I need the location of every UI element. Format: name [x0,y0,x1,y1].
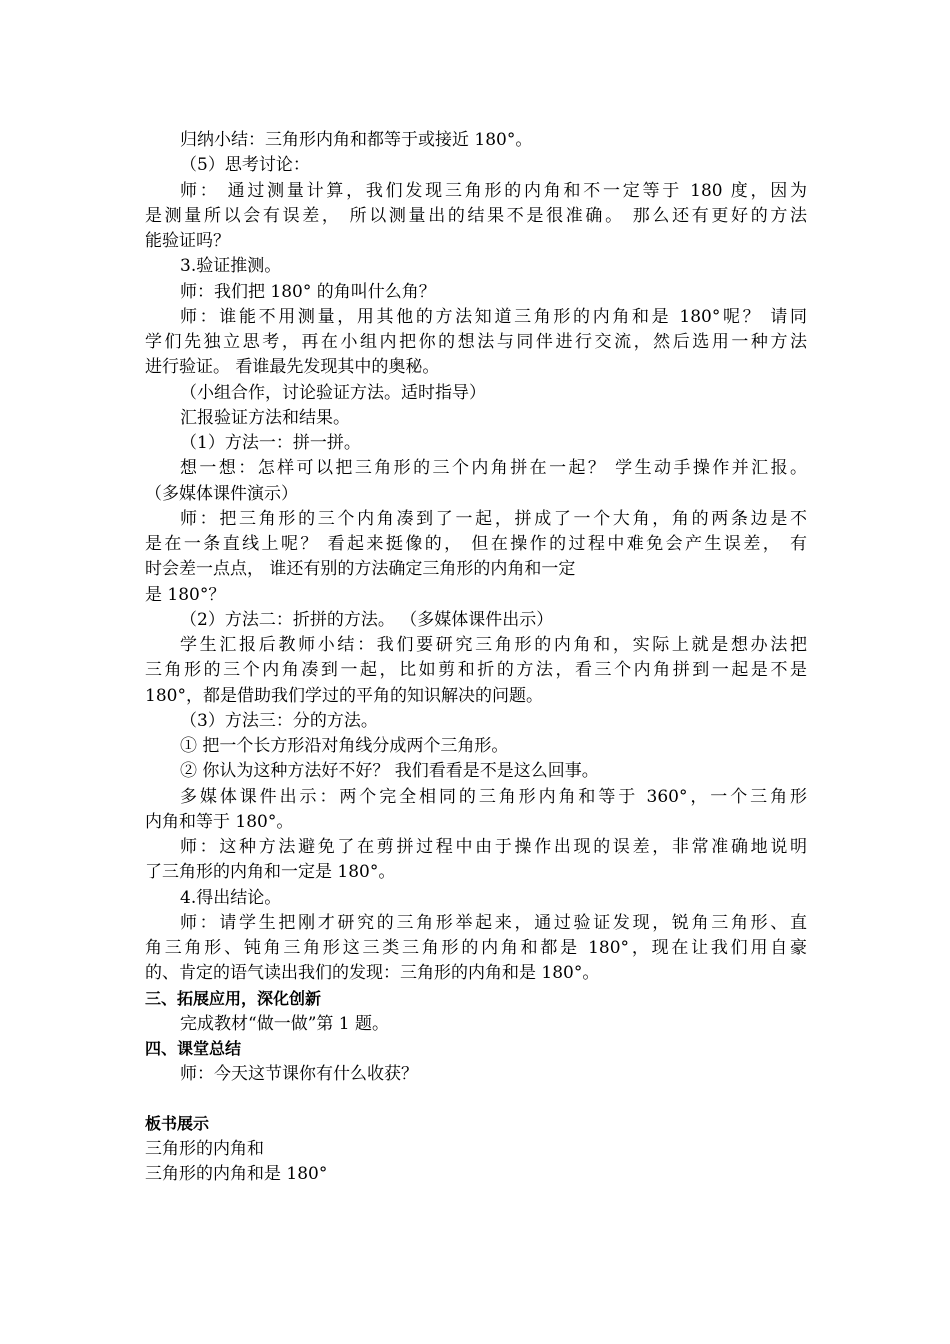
text-line: 时会差一点点， 谁还有别的方法确定三角形的内角和一定 [145,559,576,579]
text-line: 师：请学生把刚才研究的三角形举起来，通过验证发现，锐角三角形、直 [180,913,807,933]
section-heading: 板书展示 [145,1114,210,1133]
text-line: 是在一条直线上呢？ 看起来挺像的， 但在操作的过程中难免会产生误差， 有 [145,534,807,554]
text-line: 三角形的内角和是 180° [145,1164,328,1184]
text-line: 师：把三角形的三个内角凑到了一起，拼成了一个大角，角的两条边是不 [180,509,807,529]
text-line: 师：这种方法避免了在剪拼过程中由于操作出现的误差，非常准确地说明 [180,837,807,857]
text-line: 师：谁能不用测量，用其他的方法知道三角形的内角和是 180°呢？ 请同 [180,307,807,327]
text-line: 多媒体课件出示：两个完全相同的三角形内角和等于 360°，一个三角形 [180,787,807,807]
text-line: （3）方法三：分的方法。 [180,711,378,731]
text-line: 想一想：怎样可以把三角形的三个内角拼在一起？ 学生动手操作并汇报。 [180,458,807,478]
text-line: （小组合作，讨论验证方法。适时指导） [180,383,486,403]
text-line: 4.得出结论。 [180,888,282,908]
text-line: 师： 通过测量计算，我们发现三角形的内角和不一定等于 180 度，因为 [180,181,807,201]
text-line: 3.验证推测。 [180,256,282,276]
text-line: （1）方法一：拼一拼。 [180,433,361,453]
text-line: 是 180°？ [145,585,226,605]
text-line: 三角形的内角和 [145,1139,264,1159]
text-line: 师：我们把 180° 的角叫什么角？ [180,282,436,302]
text-line: 角三角形、钝角三角形这三类三角形的内角和都是 180°，现在让我们用自豪 [145,938,807,958]
text-line: （多媒体课件演示） [145,484,298,504]
text-line: 师：今天这节课你有什么收获？ [180,1064,418,1084]
text-line: 了三角形的内角和一定是 180°。 [145,862,396,882]
text-line: 学们先独立思考，再在小组内把你的想法与同伴进行交流，然后选用一种方法 [145,332,807,352]
text-line: 进行验证。 看谁最先发现其中的奥秘。 [145,357,440,377]
text-line: （2）方法二：折拼的方法。 （多媒体课件出示） [180,610,554,630]
text-line: 三角形的三个内角凑到一起，比如剪和折的方法，看三个内角拼到一起是不是 [145,660,807,680]
section-heading: 四、课堂总结 [145,1039,242,1058]
text-line: ② 你认为这种方法好不好？ 我们看看是不是这么回事。 [180,761,599,781]
text-line: 内角和等于 180°。 [145,812,294,832]
text-line: 学生汇报后教师小结：我们要研究三角形的内角和，实际上就是想办法把 [180,635,807,655]
text-line: ① 把一个长方形沿对角线分成两个三角形。 [180,736,509,756]
text-line: 归纳小结：三角形内角和都等于或接近 180°。 [180,130,533,150]
text-line: 完成教材“做一做”第 1 题。 [180,1014,390,1034]
section-heading: 三、拓展应用，深化创新 [145,989,322,1008]
text-line: （5）思考讨论： [180,155,310,175]
text-line: 的、肯定的语气读出我们的发现：三角形的内角和是 180°。 [145,963,600,983]
text-line: 180°，都是借助我们学过的平角的知识解决的问题。 [145,686,543,706]
text-line: 汇报验证方法和结果。 [180,408,350,428]
text-line: 能验证吗？ [145,231,230,251]
text-line: 是测量所以会有误差， 所以测量出的结果不是很准确。 那么还有更好的方法 [145,206,807,226]
